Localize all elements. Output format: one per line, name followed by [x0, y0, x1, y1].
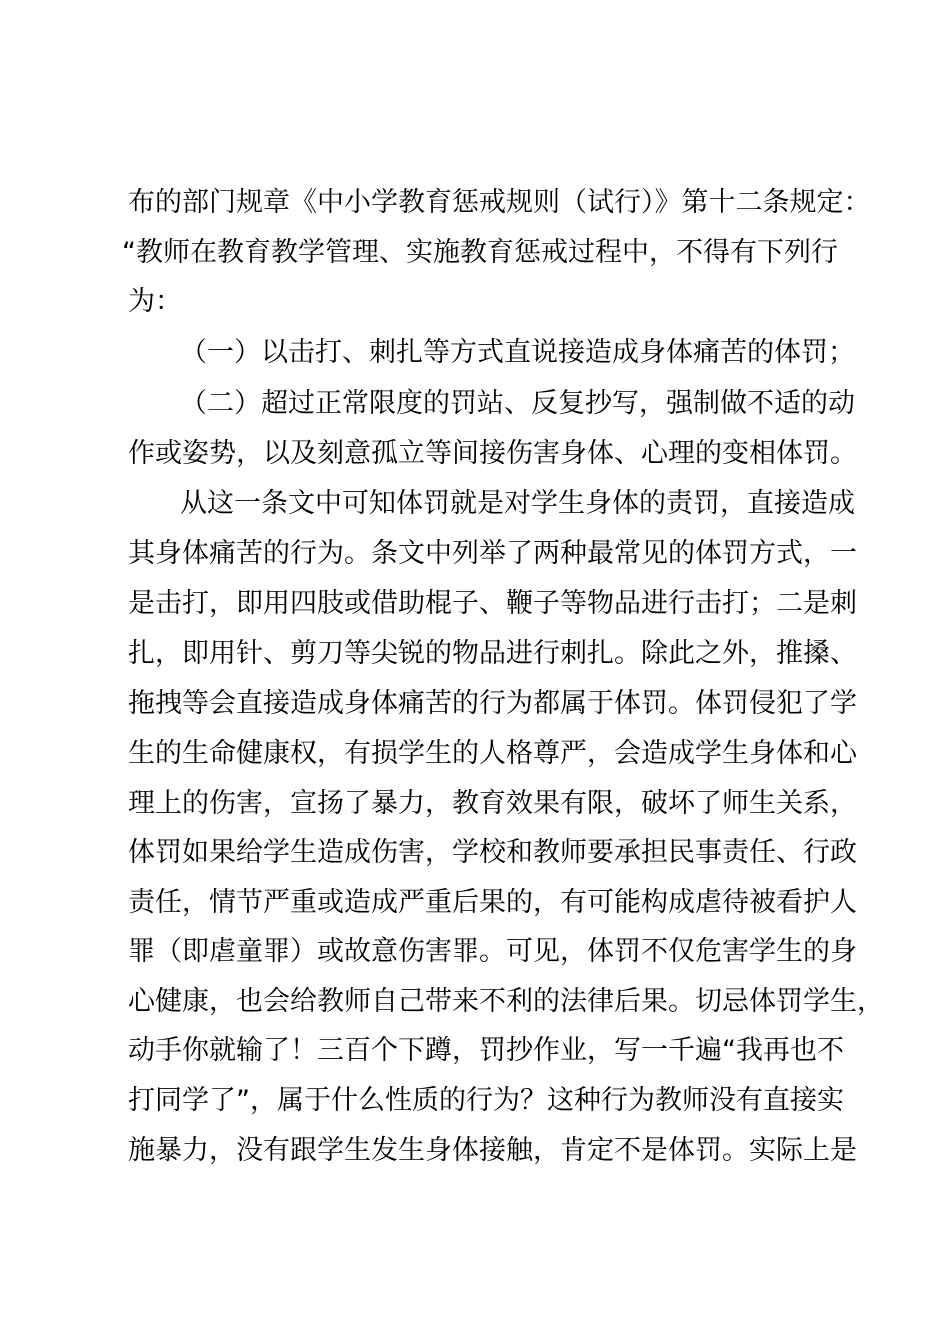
text-line: 心健康，也会给教师自己带来不利的法律后果。切忌体罚学生，	[128, 986, 884, 1017]
text-line: 生的生命健康权，有损学生的人格尊严，会造成学生身体和心	[128, 738, 857, 769]
text-line: “教师在教育教学管理、实施教育惩戒过程中，不得有下列行	[122, 237, 838, 268]
text-line: 罪（即虐童罪）或故意伤害罪。可见，体罚不仅危害学生的身	[128, 936, 857, 967]
text-line: 其身体痛苦的行为。条文中列举了两种最常见的体罚方式，一	[128, 538, 857, 569]
text-line: 打同学了”，属于什么性质的行为？这种行为教师没有直接实	[128, 1085, 844, 1116]
text-line: 作或姿势，以及刻意孤立等间接伤害身体、心理的变相体罚。	[128, 438, 857, 469]
paragraph-start: 从这一条文中可知体罚就是对学生身体的责罚，直接造成	[180, 488, 855, 519]
text-line: 扎，即用针、剪刀等尖锐的物品进行刺扎。除此之外，推搡、	[128, 638, 857, 669]
text-line: 理上的伤害，宣扬了暴力，教育效果有限，破坏了师生关系，	[128, 788, 857, 819]
list-item-1: （一）以击打、刺扎等方式直说接造成身体痛苦的体罚；	[180, 337, 855, 368]
text-line: 责任，情节严重或造成严重后果的，有可能构成虐待被看护人	[128, 887, 857, 918]
text-line: 是击打，即用四肢或借助棍子、鞭子等物品进行击打；二是刺	[128, 588, 857, 619]
text-line: 布的部门规章《中小学教育惩戒规则（试行）》第十二条规定：	[128, 187, 871, 218]
list-item-2: （二）超过正常限度的罚站、反复抄写，强制做不适的动	[180, 388, 855, 419]
text-line: 施暴力，没有跟学生发生身体接触，肯定不是体罚。实际上是	[128, 1135, 857, 1166]
text-line: 拖拽等会直接造成身体痛苦的行为都属于体罚。体罚侵犯了学	[128, 688, 857, 719]
text-line: 动手你就输了！三百个下蹲，罚抄作业，写一千遍“我再也不	[128, 1035, 844, 1066]
text-line: 体罚如果给学生造成伤害，学校和教师要承担民事责任、行政	[128, 837, 857, 868]
text-line: 为：	[128, 286, 182, 317]
